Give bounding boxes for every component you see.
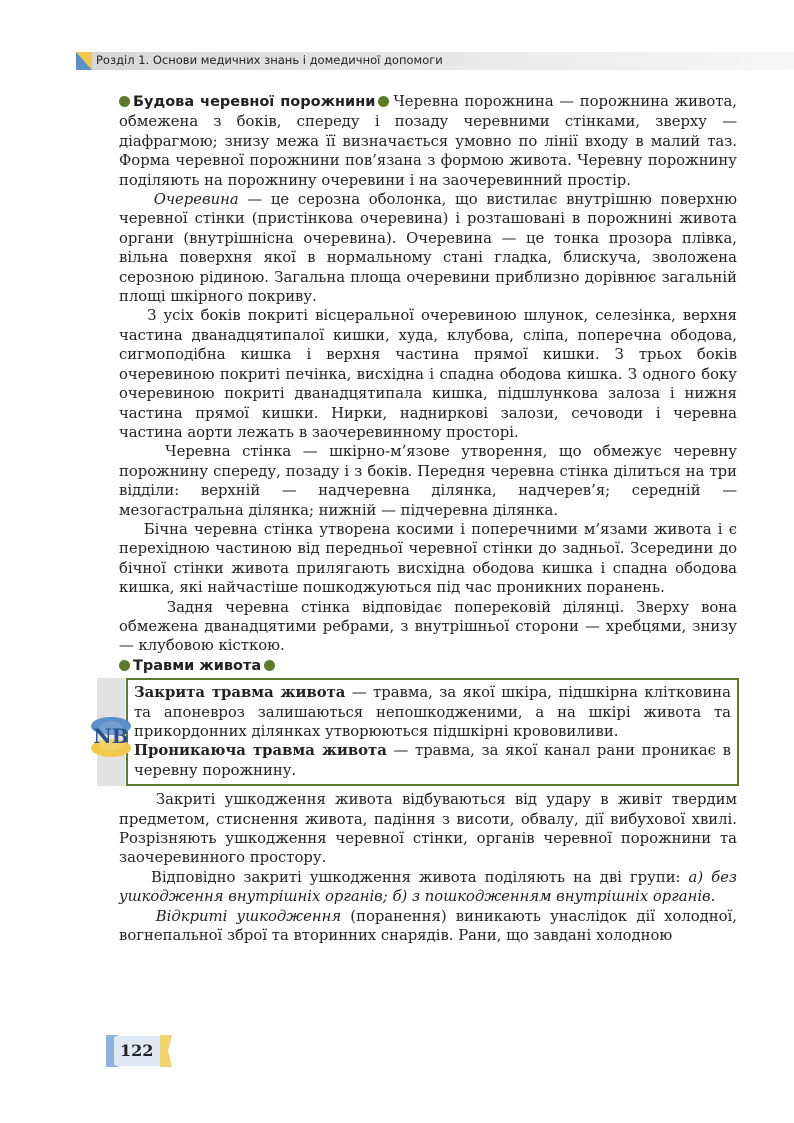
- paragraph-lateral-wall: [119, 520, 737, 598]
- chapter-title: Розділ 1. Основи медичних знань і домедичної допомоги: [96, 53, 443, 67]
- definition-text: — травма, за якої шкіра, підшкірна клітковина та апоневроз залишаються непошкодженими, а на шкірі живота та прикордонних ділянках утворюються підшкірні крововиливи.: [134, 684, 731, 740]
- bullet-dot-icon: [264, 660, 275, 671]
- term-penetrating-trauma: Проникаюча травма живота: [134, 742, 387, 760]
- paragraph-text: — це серозна оболонка, що вистилає внутрішню поверхню черевної стінки (пристінкова очеревина) і розташовані в порожнині живота органи (внутрішнісна очеревина). Очеревина — це тонка прозора плівка, вільна поверхня якої в нормальному стані гладка, блискуча, зволожена серозною рідиною. Загальна площа очеревини приблизно дорівнює загальній площі шкірного покриву.: [119, 191, 737, 306]
- definition-closed-trauma: [134, 683, 731, 741]
- section-1-title: Будова черевної порожнини: [133, 94, 376, 110]
- paragraph-end: .: [710, 888, 716, 906]
- paragraph-text: Задня черевна стінка відповідає поперековій ділянці. Зверху вона обмежена дванадцятими ребрами, з внутрішньої сторони — хребцями, знизу — клубовою кісткою.: [119, 598, 737, 655]
- section-2-heading: [119, 656, 737, 676]
- nb-logo-text: NB: [93, 724, 129, 749]
- term-closed-trauma: Закрита травма живота: [134, 684, 346, 702]
- paragraph-injury-groups: [119, 868, 737, 907]
- term-open-injuries: Відкриті ушкодження: [155, 907, 342, 925]
- running-header: [76, 52, 794, 70]
- bullet-dot-icon: [378, 96, 389, 107]
- page-number: 122: [120, 1041, 154, 1060]
- definitions-box: [126, 678, 739, 786]
- paragraph-abdominal-wall: [119, 442, 737, 520]
- term-peritoneum: Очеревина: [153, 191, 239, 209]
- paragraph-text: Бічна черевна стінка утворена косими і поперечними м’язами живота і є перехідною частиною від передньої черевної стінки до задньої. Зсередини до бічної стінки живота прилягають висхідна ободова кишка і спадна ободова кишка, які найчастіше пошкоджуються під час проникних поранень.: [119, 520, 737, 597]
- injury-groups-list: а) без ушкодження внутрішніх органів; б) з пошкодженням внутрішніх органів: [119, 868, 737, 906]
- section-1-intro: [119, 92, 737, 190]
- paragraph-text: Закриті ушкодження живота відбуваються від удару в живіт твердим предметом, стиснення живота, падіння з висоти, обвалу, дії вибухової хвилі. Розрізняють ушкодження черевної стінки, органів черевної порожнини та заочеревинного простору.: [119, 791, 737, 867]
- paragraph-open-injuries: [119, 907, 737, 946]
- paragraph-text: Черевна стінка — шкірно-м’язове утворення, що обмежує черевну порожнину спереду, позаду і з боків. Передня черевна стінка ділиться на три відділи: верхній — надчеревна ділянка, надчерев’я; середній — мезогастральна ділянка; нижній — підчеревна ділянка.: [119, 443, 737, 519]
- paragraph-organs: [119, 306, 737, 442]
- paragraph-peritoneum: [119, 190, 737, 306]
- header-corner-icon: [76, 52, 92, 70]
- section-2-title: Травми живота: [133, 657, 262, 674]
- paragraph-text: (поранення) виникають унаслідок дії холодної, вогнепальної зброї та вторинних снарядів. Рани, що завдані холодною: [119, 907, 737, 945]
- nota-bene-icon: [87, 712, 135, 760]
- nota-bene-box: [93, 678, 739, 786]
- paragraph-posterior-wall: [119, 598, 737, 656]
- bullet-dot-icon: [119, 660, 130, 671]
- definition-text: — травма, за якої канал рани проникає в черевну порожнину.: [134, 742, 731, 779]
- paragraph-text: З усіх боків покриті вісцеральної очеревиною шлунок, селезінка, верхня частина дванадцятипалої кишки, худа, клубова, сліпа, поперечна ободова, сигмоподібна кишка і верхня частина прямої кишки. З трьох боків очеревиною покриті печінка, висхідна і спадна ободова кишка. З одного боку очеревиною покриті дванадцятипала кишка, підшлункова залоза і нижня частина прямої кишки. Нирки, надниркові залози, сечоводи і черевна частина аорти лежать в заочеревинному просторі.: [119, 307, 737, 441]
- definition-penetrating-trauma: [134, 741, 731, 780]
- page-content: [93, 92, 737, 945]
- bullet-dot-icon: [119, 96, 130, 107]
- paragraph-text: Відповідно закриті ушкодження живота поділяють на дві групи:: [150, 868, 689, 886]
- paragraph-text: Черевна порожнина — порожнина живота, обмежена з боків, спереду і позаду черевними стінками, зверху — діафрагмою; знизу межа її визначається умовно по лінії входу в малий таз. Форма черевної порожнини пов’язана з формою живота. Черевну порожнину поділяють на порожнину очеревини і на заочеревинний простір.: [119, 93, 737, 189]
- paragraph-closed-injuries: [119, 790, 737, 868]
- page-number-badge: [104, 1033, 174, 1069]
